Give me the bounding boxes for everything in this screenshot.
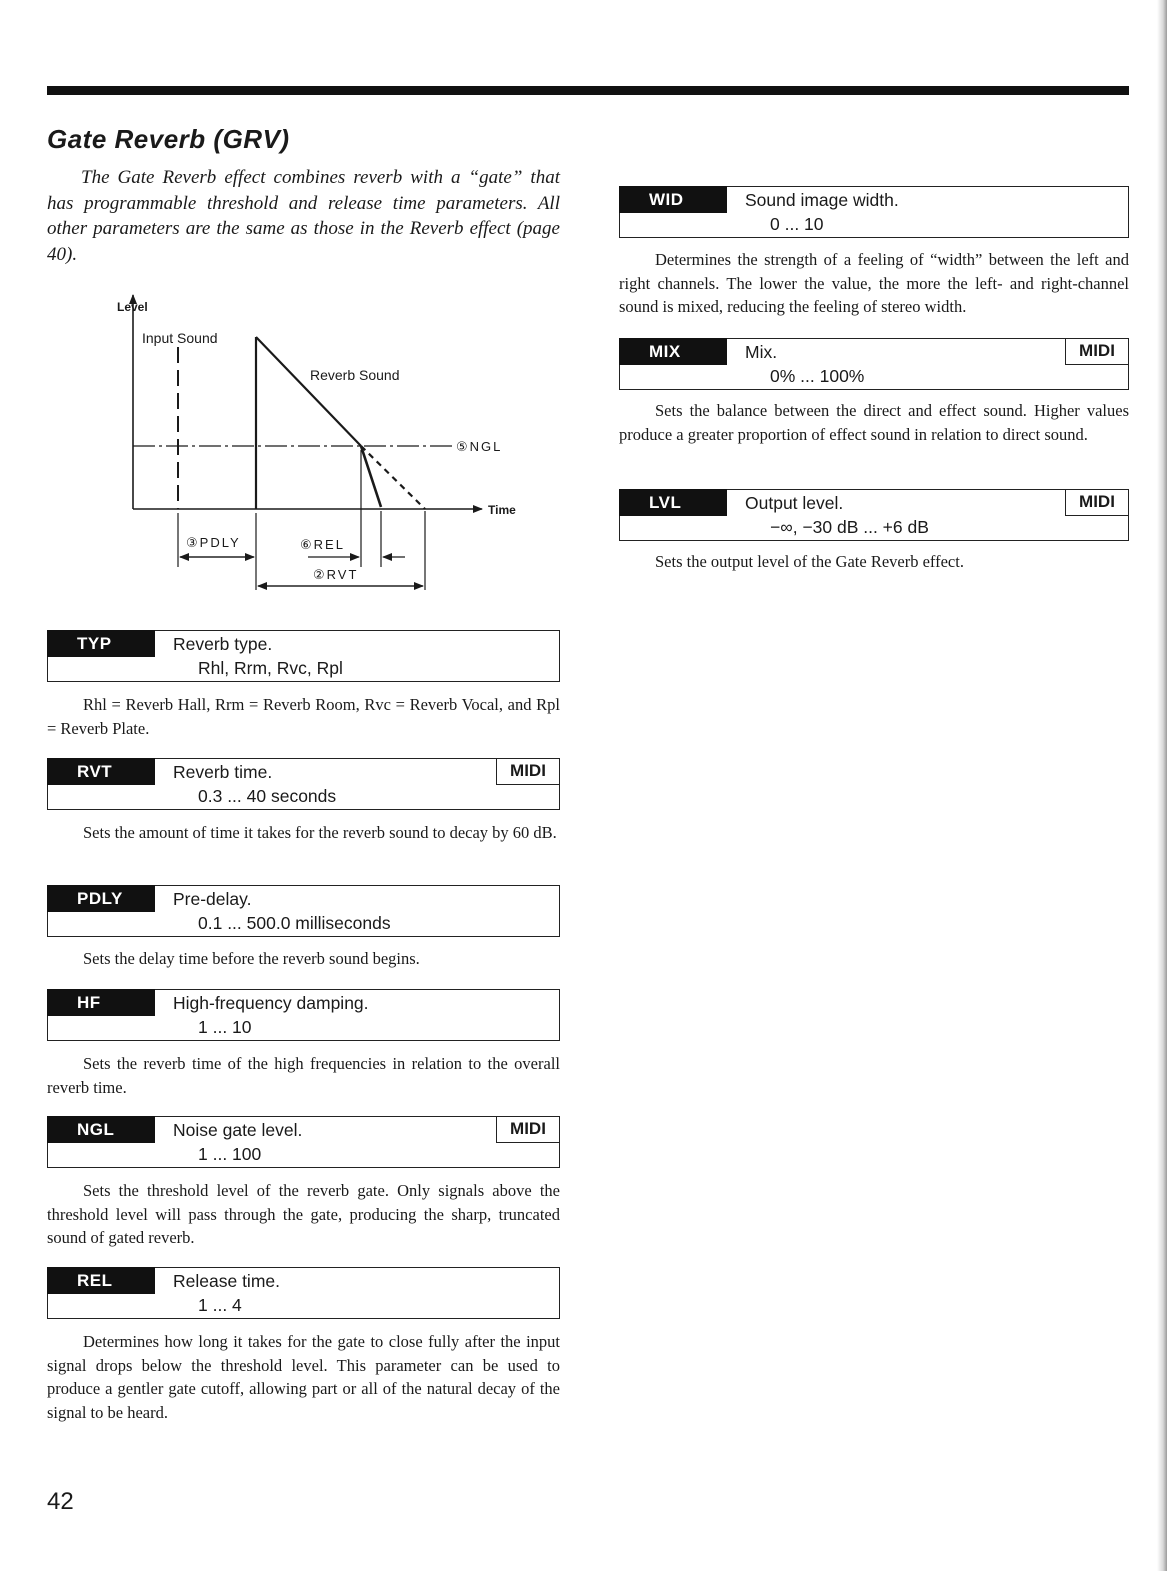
param-tag: HF (47, 989, 155, 1016)
param-name: Mix. (745, 342, 778, 362)
page-number: 42 (47, 1488, 74, 1515)
midi-badge: MIDI (1065, 338, 1129, 365)
param-tag: PDLY (47, 885, 155, 912)
param-range: 1 ... 10 (198, 1017, 252, 1037)
time-axis-label: Time (488, 503, 516, 517)
rel-label: ⑥REL (300, 537, 345, 552)
param-desc-mix: Sets the balance between the direct and effect sound. Higher values produce a greater proportion of effect sound in relation to direct sound. (619, 401, 1129, 444)
param-tag: MIX (619, 338, 727, 365)
input-sound-label: Input Sound (142, 330, 218, 346)
param-range: 0% ... 100% (770, 366, 865, 386)
midi-badge: MIDI (496, 1116, 560, 1143)
param-box-lvl (619, 489, 1129, 541)
param-desc-rel: Determines how long it takes for the gate to close fully after the input signal drops below the threshold level. This parameter can be used to produce a gentler gate cutoff, allowing part or all of the natural decay of the signal to be heard. (47, 1332, 560, 1422)
param-desc-hf: Sets the reverb time of the high frequencies in relation to the overall reverb time. (47, 1054, 560, 1097)
intro-paragraph: The Gate Reverb effect combines reverb with a “gate” that has programmable threshold and release time parameters. All other parameters are the same as those in the Reverb effect (page 40). (47, 167, 560, 266)
param-box-hf (47, 989, 560, 1041)
param-range: Rhl, Rrm, Rvc, Rpl (198, 658, 343, 678)
param-name: Reverb time. (173, 762, 273, 782)
param-desc-lvl: Sets the output level of the Gate Reverb effect. (655, 552, 964, 571)
param-range: 0.3 ... 40 seconds (198, 786, 337, 806)
param-desc-typ: Rhl = Reverb Hall, Rrm = Reverb Room, Rvc = Reverb Vocal, and Rpl = Reverb Plate. (47, 695, 560, 738)
param-name: Output level. (745, 493, 844, 513)
midi-badge: MIDI (496, 758, 560, 785)
reverb-sound-label: Reverb Sound (310, 367, 400, 383)
page-edge-shadow (1157, 0, 1167, 1571)
param-range: 0 ... 10 (770, 214, 824, 234)
param-range: 1 ... 100 (198, 1144, 262, 1164)
param-box-mix (619, 338, 1129, 390)
param-name: Noise gate level. (173, 1120, 303, 1140)
param-box-rvt (47, 758, 560, 810)
param-desc-pdly: Sets the delay time before the reverb sound begins. (83, 949, 420, 968)
level-axis-label: Level (117, 300, 148, 314)
param-tag: TYP (47, 630, 155, 657)
param-tag: RVT (47, 758, 155, 785)
param-name: Pre-delay. (173, 889, 252, 909)
param-box-typ (47, 630, 560, 682)
param-box-rel (47, 1267, 560, 1319)
param-tag: REL (47, 1267, 155, 1294)
param-name: Reverb type. (173, 634, 273, 654)
param-box-pdly (47, 885, 560, 937)
page-title: Gate Reverb (GRV) (47, 124, 290, 154)
midi-badge: MIDI (1065, 489, 1129, 516)
param-tag: WID (619, 186, 727, 213)
rvt-label: ②RVT (313, 567, 359, 582)
param-name: Sound image width. (745, 190, 899, 210)
param-desc-rvt: Sets the amount of time it takes for the reverb sound to decay by 60 dB. (83, 823, 557, 842)
param-tag: NGL (47, 1116, 155, 1143)
gate-reverb-diagram (100, 285, 530, 600)
param-desc-wid: Determines the strength of a feeling of “width” between the left and right channels. The lower the value, the more the left- and right-channel sound is mixed, reducing the feeling of stereo width. (619, 250, 1129, 316)
pdly-label: ③PDLY (186, 535, 241, 550)
reverb-decay-line (256, 337, 361, 446)
param-tag: LVL (619, 489, 727, 516)
ngl-label: ⑤NGL (456, 439, 503, 454)
param-range: −∞, −30 dB ... +6 dB (770, 517, 929, 537)
param-name: High-frequency damping. (173, 993, 369, 1013)
param-box-ngl (47, 1116, 560, 1168)
param-box-wid (619, 186, 1129, 238)
header-rule (47, 86, 1129, 95)
param-name: Release time. (173, 1271, 280, 1291)
param-range: 1 ... 4 (198, 1295, 242, 1315)
param-desc-ngl: Sets the threshold level of the reverb gate. Only signals above the threshold level will pass through the gate, producing the sharp, truncated sound of gated reverb. (47, 1181, 560, 1247)
param-range: 0.1 ... 500.0 milliseconds (198, 913, 391, 933)
